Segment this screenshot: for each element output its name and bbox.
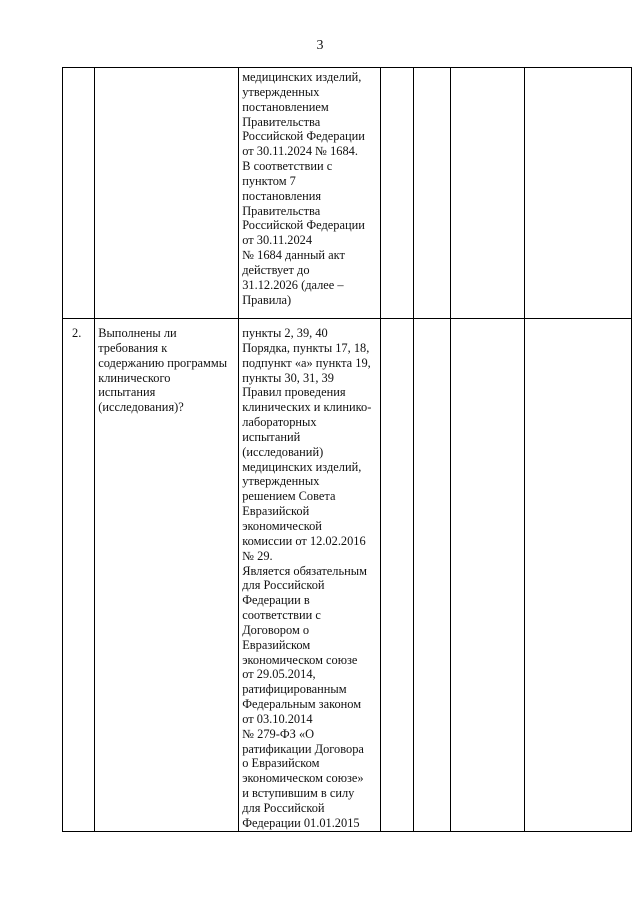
text-line: от 29.05.2014, [242,667,316,682]
text-line: комиссии от 12.02.2016 [242,533,366,548]
text-line: подпункт «а» пункта 19, [242,355,371,370]
cell-notes [525,319,632,832]
text-line: медицинских изделий, [242,459,362,474]
text-line: Правил проведения [242,385,346,400]
table-row-continuation [63,68,632,319]
text-line: (исследования)? [98,400,184,415]
text-line: соответствии с [242,608,321,623]
text-line: медицинских изделий, [242,70,362,84]
cell-criterion [95,68,239,319]
text-line: № 1684 данный акт [242,248,345,263]
text-line: пункты 30, 31, 39 [242,370,334,385]
text-line: № 279-ФЗ «О [242,726,315,741]
text-line: испытания [98,385,156,400]
text-line: от 03.10.2014 [242,711,313,726]
cell-notes [525,68,632,319]
text-line: Российской Федерации [242,129,365,144]
norms-text [239,319,380,831]
text-line: пунктом 7 [242,173,296,188]
cell-number [63,68,95,319]
text-line: ратификации Договора [242,741,364,756]
text-line: Выполнены ли [98,326,177,340]
text-line: клинических и клинико- [242,400,372,415]
text-line: Федерации 01.01.2015 [242,815,360,830]
cell-answer-na [450,319,525,832]
text-line: испытаний [242,429,301,444]
cell-number [63,319,95,832]
cell-norms [239,68,381,319]
text-line: пункты 2, 39, 40 [242,326,328,340]
text-line: Евразийской [242,504,310,519]
text-line: Федеральным законом [242,697,362,712]
text-line: от 30.11.2024 [242,233,313,248]
text-line: экономической [242,518,322,533]
text-line: требования к [98,340,168,355]
text-line: Федерации в [242,593,310,608]
text-line: решением Совета [242,489,336,504]
text-line: 31.12.2026 (далее – [242,277,344,292]
text-line: содержанию программы [98,355,228,370]
text-line: Евразийском [242,637,311,652]
text-line: ратифицированным [242,682,347,697]
text-line: утвержденных [242,474,320,489]
cell-answer-no [414,68,450,319]
text-line: Российской Федерации [242,218,365,233]
text-line: действует до [242,262,310,277]
text-line: для Российской [242,801,325,815]
norms-text [239,68,380,308]
text-line: от 30.11.2024 № 1684. [242,144,358,159]
text-line: Является обязательным [242,563,367,578]
text-line: Договором о [242,622,310,637]
text-line: экономическом союзе» [242,771,364,786]
cell-answer-yes [381,319,414,832]
cell-answer-yes [381,68,414,319]
text-line: Правительства [242,203,321,218]
text-line: клинического [98,370,171,385]
cell-answer-na [450,68,525,319]
criterion-text [95,319,238,415]
cell-answer-no [414,319,450,832]
text-line: о Евразийском [242,756,320,771]
text-line: постановлением [242,99,329,114]
table-row-item-2 [63,319,632,832]
text-line: № 29. [242,548,273,563]
text-line: для Российской [242,578,325,593]
checklist-table [62,67,632,832]
text-line: (исследований) [242,444,324,459]
text-line: В соответствии с [242,159,333,174]
text-line: лабораторных [242,415,317,430]
page-number: 3 [316,38,324,53]
text-line: утвержденных [242,84,320,99]
text-line: Правила) [242,292,292,307]
text-line: постановления [242,188,322,203]
text-line: экономическом союзе [242,652,358,667]
text-line: Порядка, пункты 17, 18, [242,340,370,355]
cell-norms [239,319,381,832]
text-line: Правительства [242,114,321,129]
text-line: и вступившим в силу [242,786,355,801]
item-number: 2. [72,326,82,340]
cell-criterion [95,319,239,832]
